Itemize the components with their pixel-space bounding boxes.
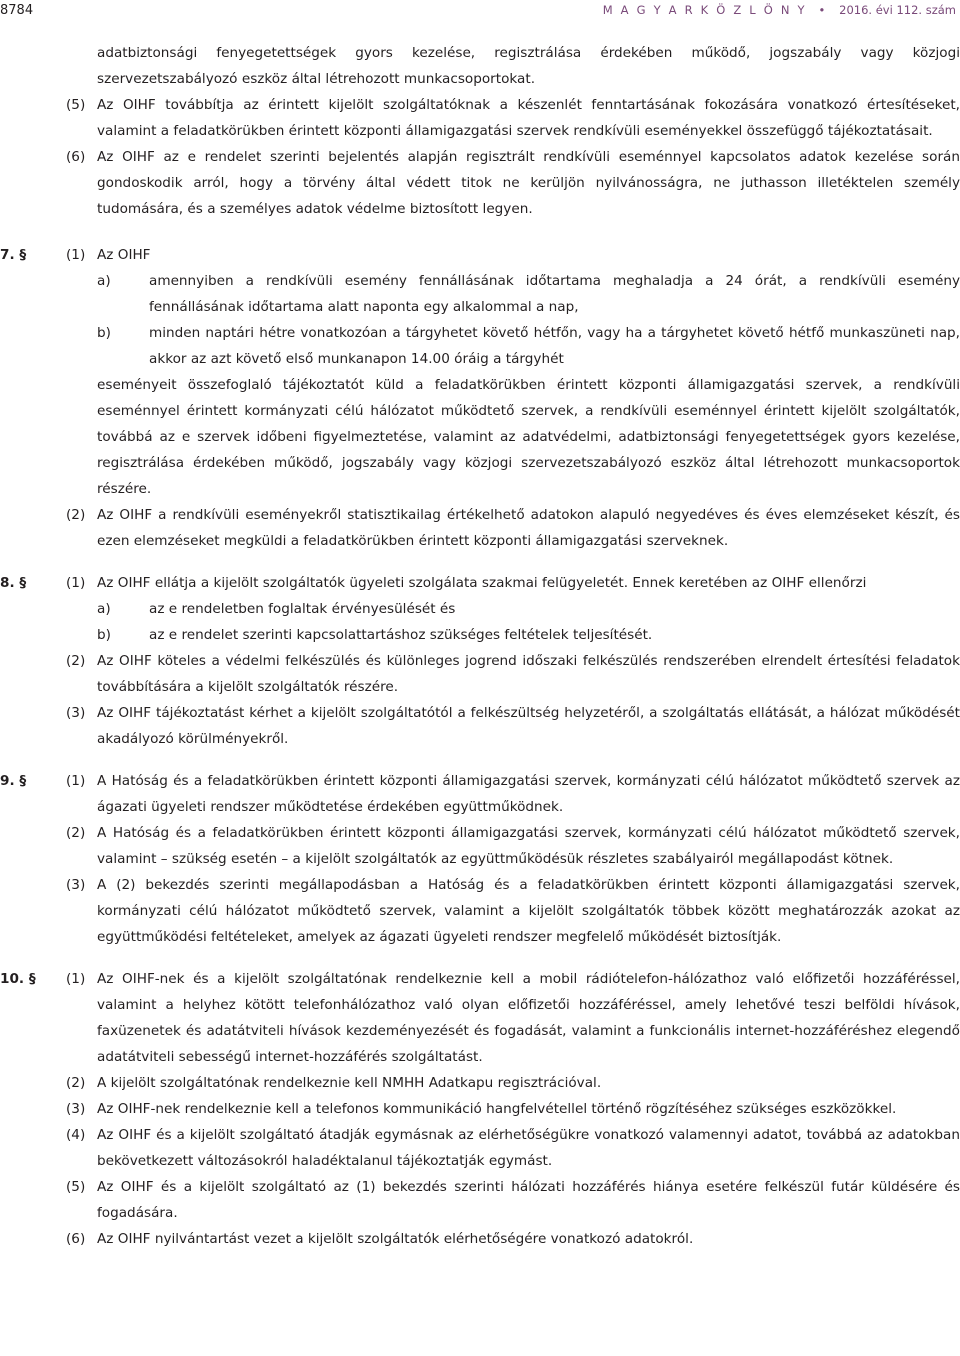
section-10-paragraph-4 xyxy=(0,1122,960,1174)
list-item-b xyxy=(97,622,960,648)
paragraph-6 xyxy=(0,144,960,222)
page-header xyxy=(0,0,960,24)
running-head xyxy=(603,3,956,17)
paragraph-text: A (2) bekezdés szerinti megállapodásban a Hatóság és a feladatkörükben érintett központi államigazgatási szervek, kormányzati célú hálózatot működtető szervek, valamint a kijelölt szolgáltatók többek között meghatározzák azokat az együttműködési feltételeket, amelyek az ágazati ügyeleti rendszer megfelelő működését biztosítják. xyxy=(97,877,960,945)
section-label: 9. § xyxy=(0,773,27,789)
section-8-paragraph-2 xyxy=(0,648,960,700)
paragraph-text: A Hatóság és a feladatkörükben érintett központi államigazgatási szervek, kormányzati célú hálózatot működtető szervek, valamint – szükség esetén – a kijelölt szolgáltatók az együttműködésük részletes szabályairól megállapodást kötnek. xyxy=(97,825,960,867)
paragraph-number: (2) xyxy=(66,1075,86,1091)
paragraph-text: Az OIHF-nek rendelkeznie kell a telefonos kommunikáció hangfelvétellel történő rögzítéséhez szükséges eszközökkel. xyxy=(97,1101,897,1117)
section-9 xyxy=(0,768,960,820)
item-label: b) xyxy=(97,325,111,341)
section-label: 7. § xyxy=(0,247,27,263)
section-10-paragraph-2 xyxy=(0,1070,960,1096)
paragraph-number: (1) xyxy=(66,773,86,789)
item-text: minden naptári hétre vonatkozóan a tárgyhetet követő hétfőn, vagy ha a tárgyhetet követő hétfő munkaszüneti nap, akkor az azt követő első munkanapon 14.00 óráig a tárgyhét xyxy=(149,325,960,367)
section-8 xyxy=(0,570,960,648)
list-item-a xyxy=(97,596,960,622)
paragraph-number: (6) xyxy=(66,1231,86,1247)
paragraph-text: Az OIHF továbbítja az érintett kijelölt szolgáltatóknak a készenlét fenntartásának fokozására vonatkozó értesítéseket, valamint a feladatkörükben érintett központi államigazgatási szervek rendkívüli eseményekkel összefüggő tájékoztatásait. xyxy=(97,97,960,139)
paragraph-number: (1) xyxy=(66,575,86,591)
paragraph-number: (4) xyxy=(66,1127,86,1143)
list-item-b xyxy=(97,320,960,372)
paragraph-number: (1) xyxy=(66,971,86,987)
paragraph-number: (3) xyxy=(66,705,86,721)
paragraph-number: (1) xyxy=(66,247,86,263)
section-10-paragraph-6 xyxy=(0,1226,960,1252)
paragraph-lead: Az OIHF xyxy=(97,247,151,263)
item-label: b) xyxy=(97,627,111,643)
section-label: 8. § xyxy=(0,575,27,591)
section-7-paragraph-2 xyxy=(0,502,960,554)
issue-label: 2016. évi 112. szám xyxy=(839,3,956,17)
paragraph-text: A kijelölt szolgáltatónak rendelkeznie kell NMHH Adatkapu regisztrációval. xyxy=(97,1075,602,1091)
paragraph-text: Az OIHF tájékoztatást kérhet a kijelölt szolgáltatótól a felkészültség helyzetéről, a szolgáltatás ellátását, a hálózat működését akadályozó körülményekről. xyxy=(97,705,960,747)
paragraph-text: Az OIHF a rendkívüli eseményekről statisztikailag értékelhető adatokon alapuló negyedéves és éves elemzéseket készít, és ezen elemzéseket megküldi a feladatkörükben érintett központi államigazgatási szerveknek. xyxy=(97,507,960,549)
item-label: a) xyxy=(97,273,111,289)
journal-title: M A G Y A R K Ö Z L Ö N Y xyxy=(602,3,807,17)
paragraph-5 xyxy=(0,92,960,144)
paragraph-text: Az OIHF az e rendelet szerinti bejelentés alapján regisztrált rendkívüli eseménnyel kapcsolatos adatok kezelése során gondoskodik arról, hogy a törvény által védett titok ne kerüljön nyilvánosságra, ne juthasson illetéktelen személy tudomására, és a személyes adatok védelme biztosított legyen. xyxy=(97,149,960,217)
document-body xyxy=(0,40,960,1252)
list-item-a xyxy=(97,268,960,320)
section-10-paragraph-5 xyxy=(0,1174,960,1226)
section-label: 10. § xyxy=(0,971,36,987)
section-8-paragraph-3 xyxy=(0,700,960,752)
paragraph-number: (2) xyxy=(66,653,86,669)
paragraph-text: A Hatóság és a feladatkörükben érintett központi államigazgatási szervek, kormányzati célú hálózatot működtető szervek az ágazati ügyeleti rendszer működtetése érdekében együttműködnek. xyxy=(97,773,960,815)
paragraph-text: Az OIHF és a kijelölt szolgáltató az (1) bekezdés szerinti hálózati hozzáférés hiánya esetére felkészül futár küldésére és fogadására. xyxy=(97,1179,960,1221)
item-label: a) xyxy=(97,601,111,617)
paragraph-text: Az OIHF és a kijelölt szolgáltató átadják egymásnak az elérhetőségükre vonatkozó valamennyi adatot, továbbá az adatokban bekövetkezett változásokról haladéktalanul tájékoztatják egymást. xyxy=(97,1127,960,1169)
item-text: az e rendelet szerinti kapcsolattartáshoz szükséges feltételek teljesítését. xyxy=(149,627,653,643)
section-9-paragraph-3 xyxy=(0,872,960,950)
paragraph-number: (6) xyxy=(66,149,86,165)
paragraph-number: (2) xyxy=(66,507,86,523)
intro-paragraph xyxy=(0,40,960,92)
paragraph-text: Az OIHF köteles a védelmi felkészülés és különleges jogrend időszaki felkészülés rendszerében elrendelt értesítési feladatok továbbítására a kijelölt szolgáltatók részére. xyxy=(97,653,960,695)
section-10 xyxy=(0,966,960,1070)
paragraph-number: (2) xyxy=(66,825,86,841)
item-text: az e rendeletben foglaltak érvényesülését és xyxy=(149,601,456,617)
paragraph-number: (3) xyxy=(66,877,86,893)
paragraph-text: Az OIHF ellátja a kijelölt szolgáltatók ügyeleti szolgálata szakmai felügyeletét. Ennek keretében az OIHF ellenőrzi xyxy=(97,575,867,591)
paragraph-text: adatbiztonsági fenyegetettségek gyors kezelése, regisztrálása érdekében működő, jogszabály vagy közjogi szervezetszabályozó eszköz által létrehozott munkacsoportokat. xyxy=(97,45,960,87)
page-number: 8784 xyxy=(0,3,34,18)
header-bullet: • xyxy=(818,3,828,17)
paragraph-text: Az OIHF nyilvántartást vezet a kijelölt szolgáltatók elérhetőségére vonatkozó adatokról. xyxy=(97,1231,694,1247)
paragraph-number: (5) xyxy=(66,97,86,113)
section-7 xyxy=(0,242,960,502)
section-10-paragraph-3 xyxy=(0,1096,960,1122)
paragraph-number: (3) xyxy=(66,1101,86,1117)
item-text: amennyiben a rendkívüli esemény fennállásának időtartama meghaladja a 24 órát, a rendkívüli esemény fennállásának időtartama alatt naponta egy alkalommal a nap, xyxy=(149,273,960,315)
paragraph-number: (5) xyxy=(66,1179,86,1195)
paragraph-tail: eseményeit összefoglaló tájékoztatót küld a feladatkörükben érintett központi államigazgatási szervek, a rendkívüli eseménnyel érintett kormányzati célú hálózatot működtető szervek, a rendkívüli eseménnyel érintett kijelölt szolgáltatók, továbbá az e szervek időbeni figyelmeztetése, valamint az adatvédelmi, adatbiztonsági fenyegetettségek gyors kezelése, regisztrálása érdekében működő, jogszabály vagy közjogi szervezetszabályozó eszköz által létrehozott munkacsoportok részére. xyxy=(97,377,960,497)
section-9-paragraph-2 xyxy=(0,820,960,872)
paragraph-text: Az OIHF-nek és a kijelölt szolgáltatónak rendelkeznie kell a mobil rádiótelefon-hálózathoz való előfizetői hozzáféréssel, valamint a helyhez kötött telefonhálózathoz való olyan előfizetői hozzáféréssel, amely lehetővé teszi belföldi hívások, faxüzenetek és adatátviteli hívások kezdeményezését és fogadását, valamint a funkcionális internet-hozzáféréshez elegendő adatátviteli sebességű internet-hozzáférés szolgáltatást. xyxy=(97,971,960,1065)
